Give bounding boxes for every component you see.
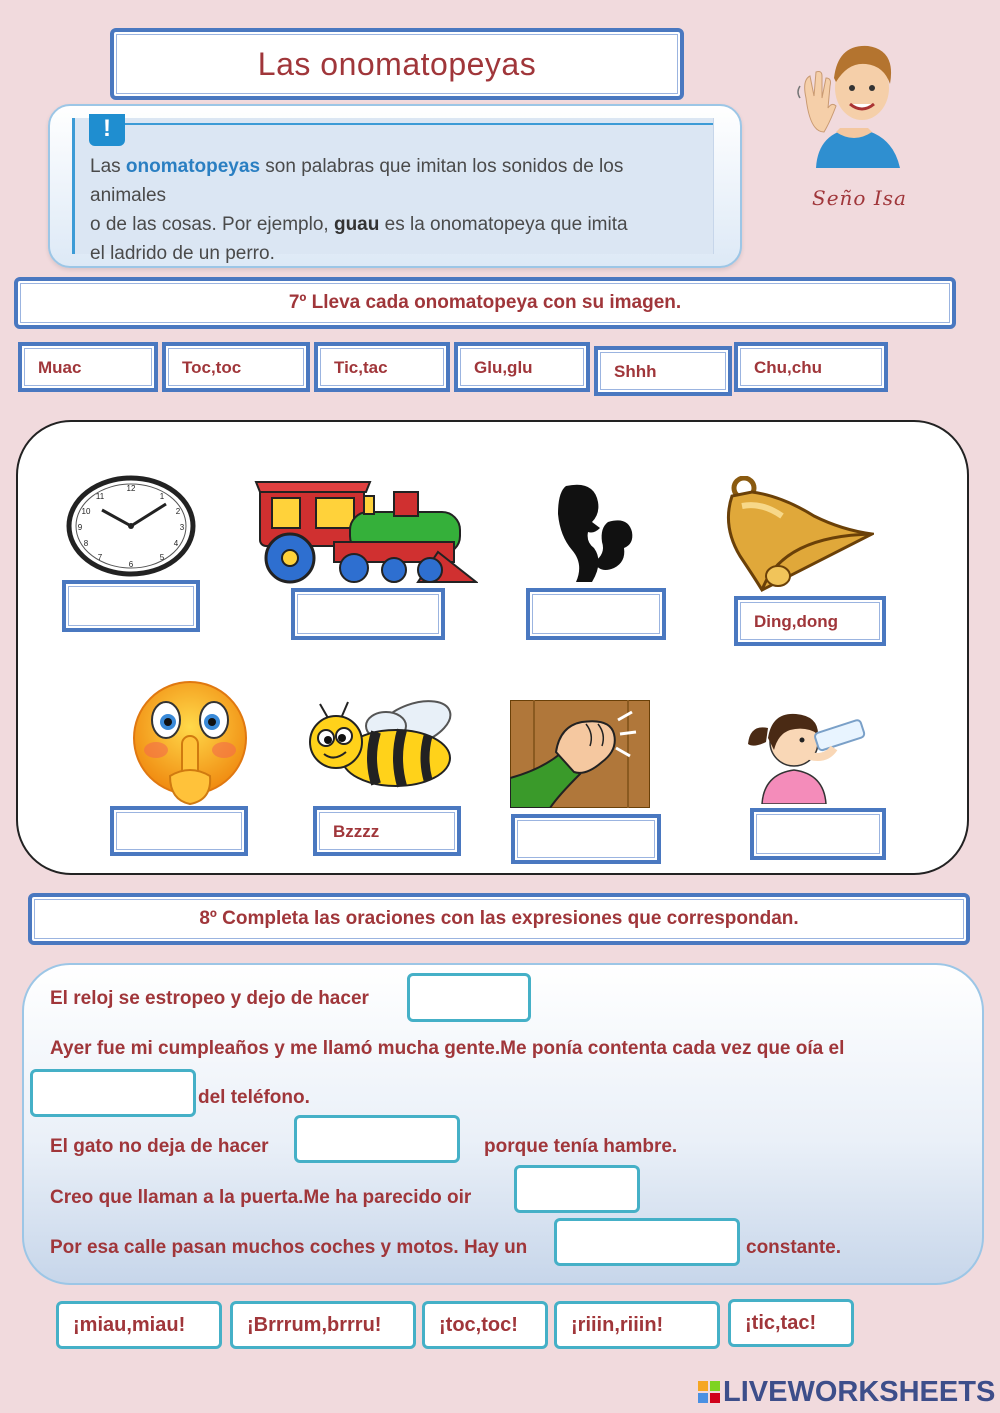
sentence-5b: constante. bbox=[746, 1237, 842, 1258]
info-line1-prefix: Las bbox=[90, 156, 126, 177]
word-tile-shhh[interactable] bbox=[594, 346, 732, 396]
bell-icon bbox=[722, 476, 874, 594]
sentence-1: El reloj se estropeo y dejo de hacer bbox=[50, 988, 369, 1009]
answer-box-clock[interactable] bbox=[62, 580, 200, 632]
word-tile-muac[interactable] bbox=[18, 342, 158, 392]
info-example-word: guau bbox=[333, 214, 380, 235]
svg-text:3: 3 bbox=[179, 523, 185, 532]
bee-icon bbox=[306, 700, 458, 792]
word-tile-label: Shhh bbox=[614, 362, 657, 381]
info-keyword: onomatopeyas bbox=[125, 156, 261, 177]
svg-text:10: 10 bbox=[81, 507, 91, 516]
answer-box-train[interactable] bbox=[291, 588, 445, 640]
answer-text: Ding,dong bbox=[754, 612, 839, 631]
kiss-silhouette-icon bbox=[554, 482, 638, 584]
word-tile-chu-chu[interactable] bbox=[734, 342, 888, 392]
info-line1-suffix: son palabras que imitan los sonidos de los animales bbox=[90, 156, 624, 206]
answer-box-bee[interactable] bbox=[313, 806, 461, 856]
sentence-3a: El gato no deja de hacer bbox=[50, 1136, 269, 1157]
svg-text:12: 12 bbox=[126, 484, 136, 493]
word-tile-label: Toc,toc bbox=[182, 358, 242, 377]
sentence-3b: porque tenía hambre. bbox=[484, 1136, 678, 1157]
word-tile-label: Tic,tac bbox=[334, 358, 388, 377]
choice-riiin[interactable] bbox=[554, 1301, 720, 1349]
answer-box-shush[interactable] bbox=[110, 806, 248, 856]
answer-text: Bzzzz bbox=[333, 822, 380, 841]
word-tile-label: Muac bbox=[38, 358, 82, 377]
sentence-5a: Por esa calle pasan muchos coches y motos. Hay un bbox=[50, 1237, 528, 1258]
choice-label: ¡Brrrum,brrru! bbox=[247, 1313, 382, 1336]
footer-brand-text: LIVEWORKSHEETS bbox=[723, 1376, 996, 1408]
choice-label: ¡riiin,riiin! bbox=[571, 1313, 664, 1336]
teacher-avatar-icon bbox=[796, 36, 912, 168]
blank-input-1[interactable] bbox=[407, 973, 531, 1022]
exercise-8-instruction-text: 8º Completa las oraciones con las expresiones que correspondan. bbox=[199, 908, 799, 929]
blank-input-3[interactable] bbox=[294, 1115, 460, 1163]
word-tile-glu-glu[interactable] bbox=[454, 342, 590, 392]
svg-text:8: 8 bbox=[83, 539, 89, 548]
svg-text:9: 9 bbox=[77, 523, 83, 532]
girl-drinking-icon bbox=[730, 704, 874, 804]
choice-label: ¡miau,miau! bbox=[73, 1313, 186, 1336]
info-text bbox=[90, 152, 690, 268]
clock-icon bbox=[66, 474, 196, 578]
page-title-text: Las onomatopeyas bbox=[257, 45, 537, 82]
svg-text:6: 6 bbox=[128, 560, 134, 569]
svg-text:11: 11 bbox=[95, 492, 105, 501]
svg-text:7: 7 bbox=[97, 553, 103, 562]
choice-brrrum[interactable] bbox=[230, 1301, 416, 1349]
blank-input-4[interactable] bbox=[514, 1165, 640, 1213]
choice-label: ¡toc,toc! bbox=[439, 1313, 518, 1336]
answer-box-knock[interactable] bbox=[511, 814, 661, 864]
word-tile-toc-toc[interactable] bbox=[162, 342, 310, 392]
shush-emoji-icon bbox=[126, 680, 254, 806]
liveworksheets-logo-icon bbox=[698, 1381, 720, 1403]
answer-box-kiss[interactable] bbox=[526, 588, 666, 640]
exercise-8-instruction bbox=[28, 893, 970, 945]
page-title bbox=[110, 28, 684, 100]
choice-tic-tac[interactable] bbox=[728, 1299, 854, 1347]
choice-toc-toc[interactable] bbox=[422, 1301, 548, 1349]
svg-text:1: 1 bbox=[159, 492, 165, 501]
exercise-7-instruction bbox=[14, 277, 956, 329]
exclamation-icon: ! bbox=[89, 114, 125, 146]
info-line3: el ladrido de un perro. bbox=[90, 243, 275, 264]
choice-miau[interactable] bbox=[56, 1301, 222, 1349]
svg-text:2: 2 bbox=[175, 507, 181, 516]
teacher-name: Seño Isa bbox=[812, 186, 907, 210]
info-line2-suffix: es la onomatopeya que imita bbox=[379, 214, 628, 235]
knocking-fist-icon bbox=[510, 700, 650, 808]
svg-text:5: 5 bbox=[159, 553, 165, 562]
word-tile-tic-tac[interactable] bbox=[314, 342, 450, 392]
blank-input-5[interactable] bbox=[554, 1218, 740, 1266]
info-line2-prefix: o de las cosas. Por ejemplo, bbox=[90, 214, 334, 235]
word-tile-label: Chu,chu bbox=[754, 358, 822, 377]
footer-brand[interactable] bbox=[698, 1376, 995, 1409]
exercise-7-instruction-text: 7º Lleva cada onomatopeya con su imagen. bbox=[288, 292, 682, 313]
blank-input-2[interactable] bbox=[30, 1069, 196, 1117]
sentence-2a: Ayer fue mi cumpleaños y me llamó mucha gente.Me ponía contenta cada vez que oía el bbox=[50, 1038, 845, 1059]
sentence-2b: del teléfono. bbox=[198, 1087, 310, 1108]
answer-box-girl[interactable] bbox=[750, 808, 886, 860]
sentence-4: Creo que llaman a la puerta.Me ha parecido oir bbox=[50, 1187, 472, 1208]
svg-text:4: 4 bbox=[173, 539, 179, 548]
answer-box-bell[interactable] bbox=[734, 596, 886, 646]
choice-label: ¡tic,tac! bbox=[745, 1311, 817, 1334]
train-icon bbox=[254, 472, 478, 586]
word-tile-label: Glu,glu bbox=[474, 358, 533, 377]
